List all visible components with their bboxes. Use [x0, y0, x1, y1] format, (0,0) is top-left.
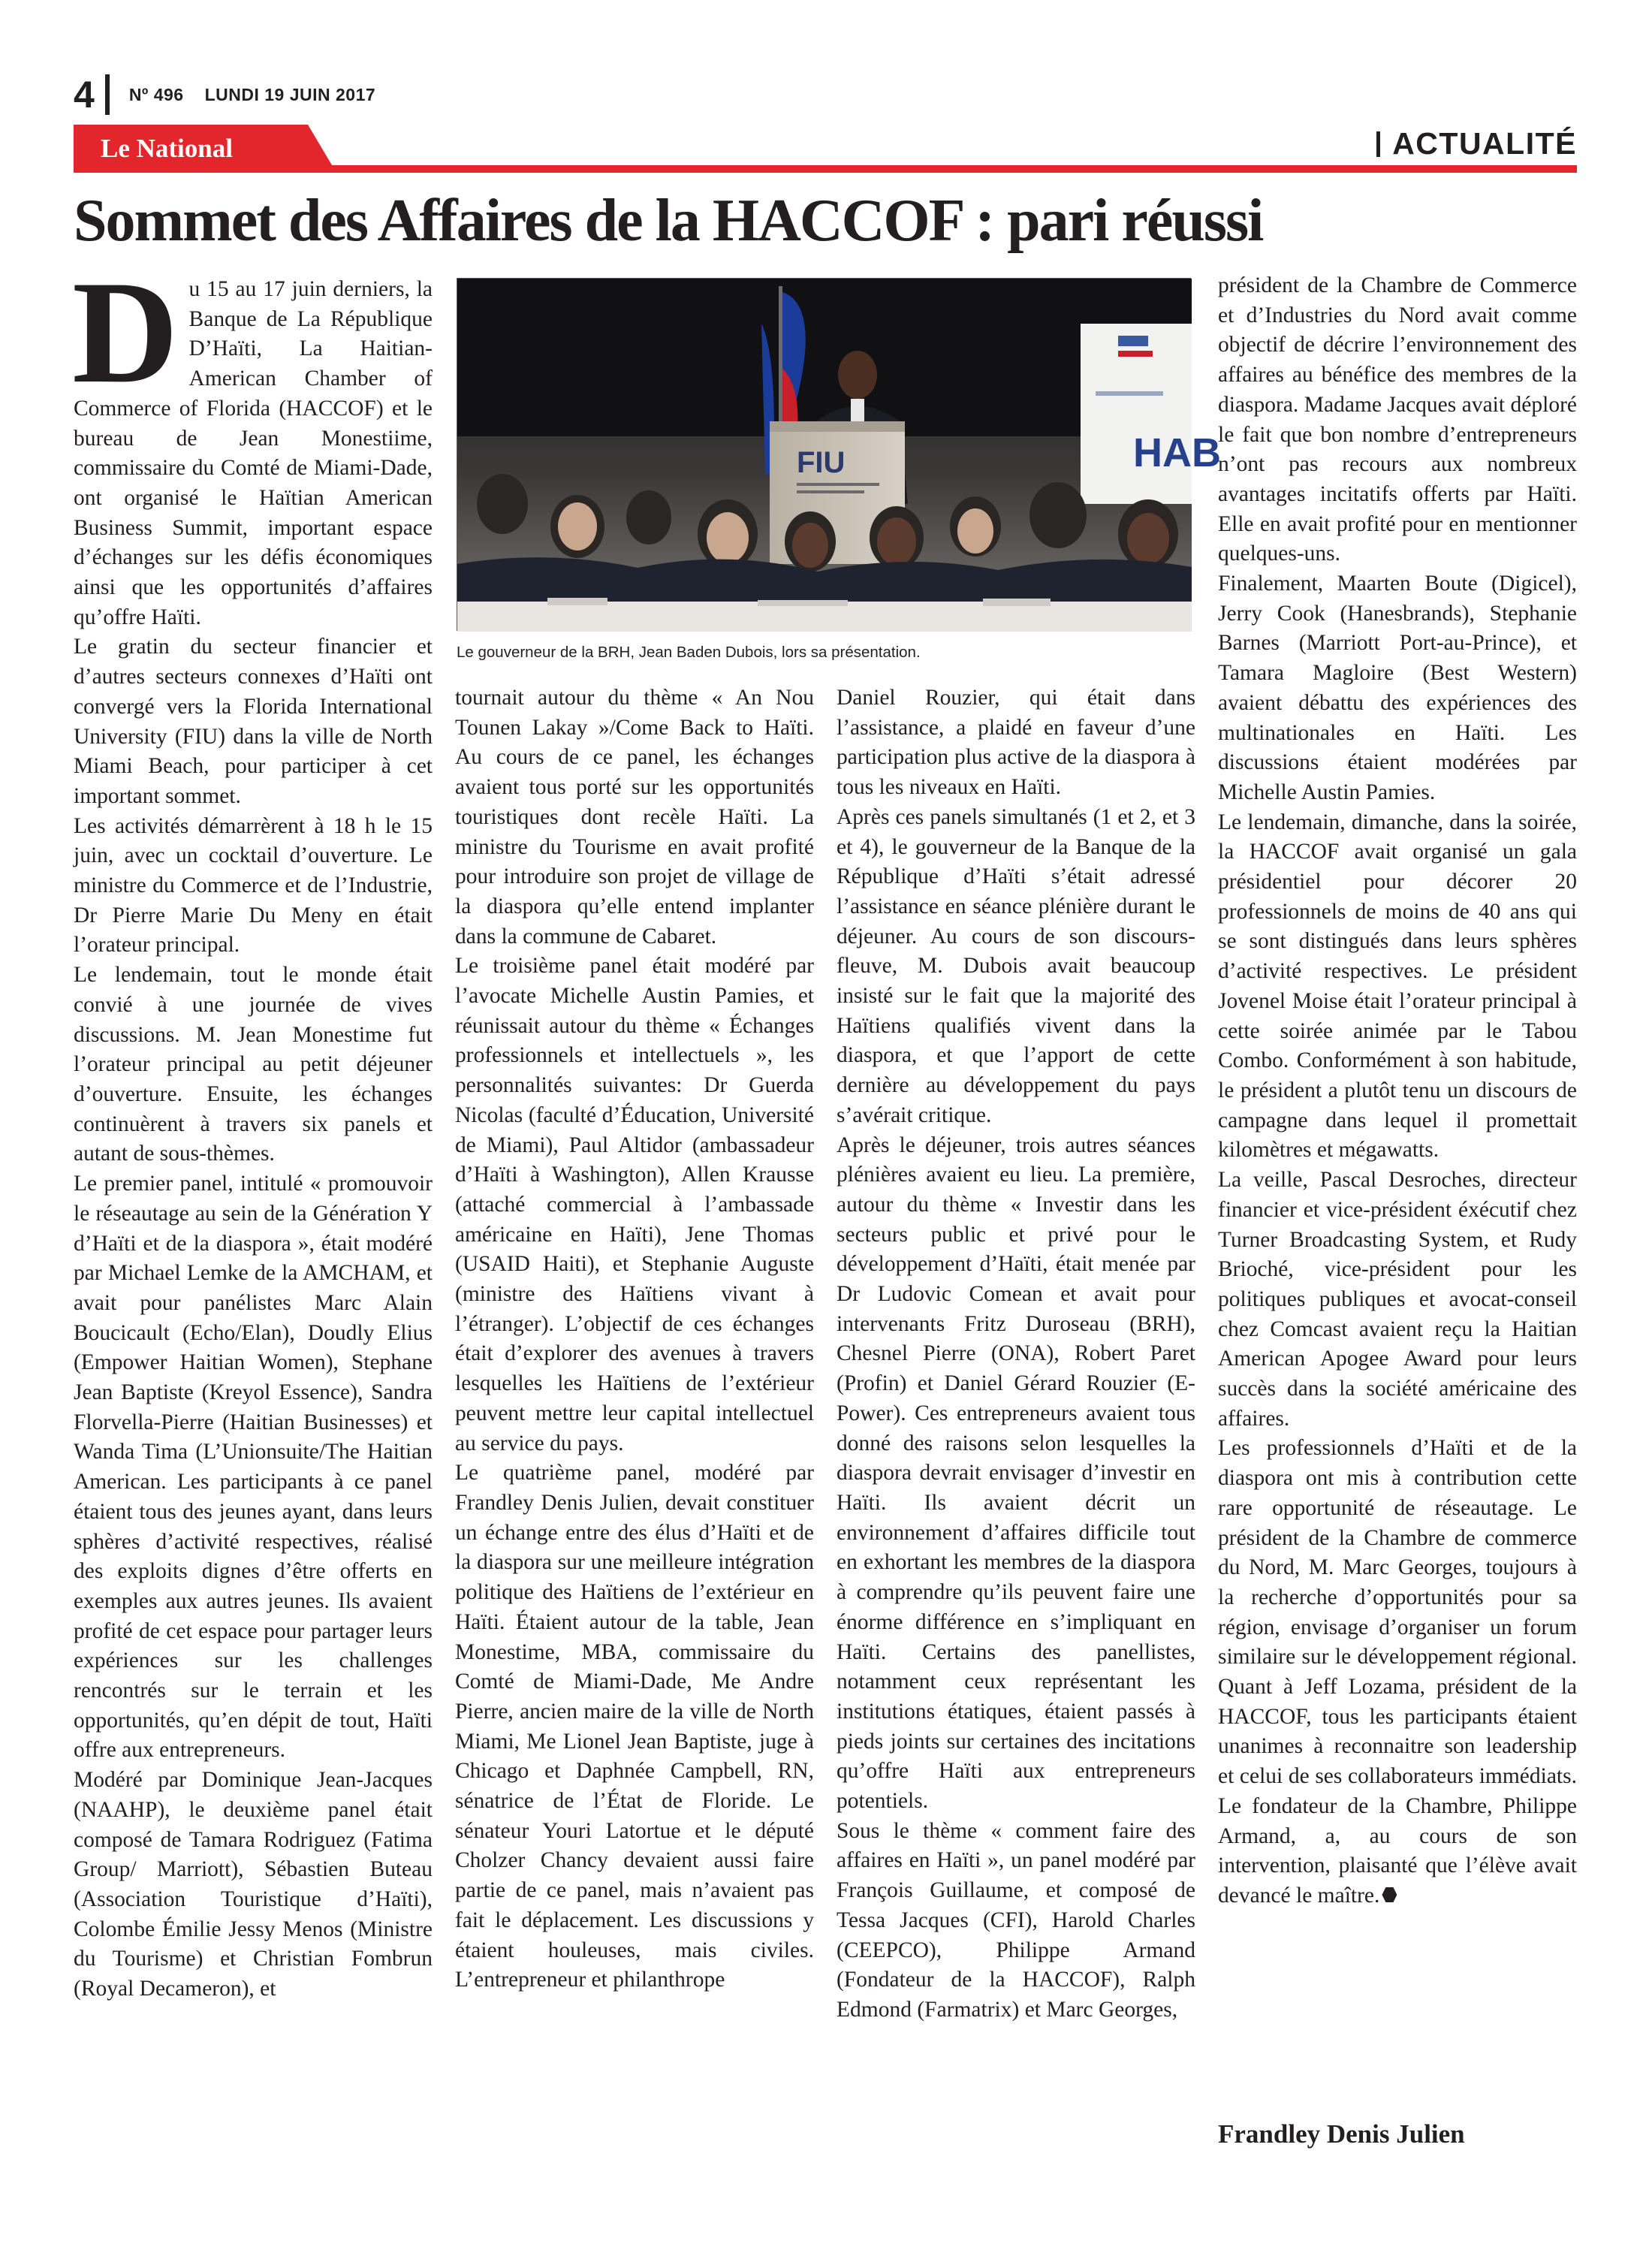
- paragraph: Les activités démarrèrent à 18 h le 15 juin, avec un cocktail d’ouverture. Le ministre du Commerce et de l’Industrie, Dr Pierre Marie Du Meny en était l’orateur principal.: [74, 813, 433, 958]
- article-column-1: [72, 251, 433, 2004]
- byline: Frandley Denis Julien: [1218, 2119, 1465, 2149]
- paragraph: Après ces panels simultanés (1 et 2, et 3 et 4), le gouverneur de la Banque de la République d’Haïti s’était adressé l’assistance en séance plénière durant le déjeuner. Au cours de son discours-fleuve, M. Dubois avait beaucoup insisté sur le fait que la majorité des Haïtiens qualifiés vivent dans la diaspora, et que l’apport de cette dernière au développement du pays s’avérait critique.: [837, 804, 1195, 1127]
- article-column-4: [1218, 271, 1577, 1911]
- paragraph: Après le déjeuner, trois autres séances plénières avaient eu lieu. La première, autour du thème « Investir dans les secteurs public et privé pour le développement d’Haïti, était menée par Dr Ludovic Comean et avait pour intervenants Fritz Duroseau (BRH), Chesnel Pierre (ONA), Robert Paret (Profin) et Daniel Gérard Rouzier (E-Power). Ces entrepreneurs avaient tous donné des raisons selon lesquelles la diaspora devrait envisager d’investir en Haïti. Ils avaient décrit un environnement d’affaires difficile tout en exhortant les membres de la diaspora à comprendre qu’ils peuvent faire une énorme différence en s’impliquant en Haïti. Certains des panellistes, notamment ceux représentant les institutions étatiques, étaient passés à pieds joints sur certaines des incitations qu’offre Haïti aux entrepreneurs potentiels.: [837, 1133, 1195, 1814]
- section-rule: [74, 165, 1577, 173]
- headline: Sommet des Affaires de la HACCOF : pari réussi: [74, 188, 1263, 254]
- issue-info: [129, 85, 375, 105]
- dropcap: D: [72, 251, 179, 414]
- paragraph: président de la Chambre de Commerce et d’Industries du Nord avait comme objectif de décrire l’environnement des affaires au bénéfice des membres de la diaspora. Madame Jacques avait déploré le fait que bon nombre d’entrepreneurs n’ont pas recours aux nombreux avantages incitatifs offerts par Haïti. Elle en avait profité pour en mentionner quelques-uns.: [1218, 273, 1577, 566]
- final-paragraph-text: Les professionnels d’Haïti et de la diaspora ont mis à contribution cette rare opportunité de réseautage. Le président de la Chambre de commerce du Nord, M. Marc Georges, toujours à la recherche d’opportunités pour sa région, envisage d’organiser un forum similaire sur le développement régional. Quant à Jeff Lozama, président de la HACCOF, tous les participants étaient unanimes à reconnaitre son leadership et celui de ses collaborateurs immédiats. Le fondateur de la Chambre, Philippe Armand, a, au cours de son intervention, plaisanté que l’élève avait devancé le maître.: [1218, 1436, 1577, 1908]
- paragraph: La veille, Pascal Desroches, directeur financier et vice-président éxécutif chez Turner Broadcasting System, et Rudy Brioché, vice-président pour les politiques publiques et avocat-conseil chez Comcast avaient reçu la Haitian American Apogee Award pour leurs succès dans la société américaine des affaires.: [1218, 1168, 1577, 1431]
- issue-number: Nº 496: [128, 84, 184, 104]
- paragraph: Le lendemain, tout le monde était convié à une journée de vives discussions. M. Jean Monestime fut l’orateur principal au petit déjeuner d’ouverture. Ensuite, les échanges continuèrent à travers six panels et autant de sous-thèmes.: [74, 963, 433, 1166]
- paragraph: Le premier panel, intitulé « promouvoir le réseautage au sein de la Génération Y d’Haïti et de la diaspora », était modéré par Michael Lemke de la AMCHAM, et avait pour panélistes Marc Alain Boucicault (Echo/Elan), Doudly Elius (Empower Haitian Women), Stephane Jean Baptiste (Kreyol Essence), Sandra Florvella-Pierre (Haitian Businesses) et Wanda Tima (L’Unionsuite/The Haitian American. Les participants à ce panel étaient tous des jeunes ayant, dans leurs sphères d’activité respectives, réalisé des exploits dignes d’être offerts en exemples aux autres jeunes. Ils avaient profité de cet espace pour partager leurs expériences sur les challenges rencontrés sur le terrain et les opportunités, qu’en dépit de tout, Haïti offre aux entrepreneurs.: [74, 1172, 433, 1763]
- section-header: [74, 125, 1577, 173]
- paragraph: tournait autour du thème « An Nou Tounen Lakay »/Come Back to Haïti. Au cours de ce panel, les échanges avaient tous porté sur les opportunités touristiques dont recèle Haïti. La ministre du Tourisme en avait profité pour introduire son projet de village de la diaspora qu’elle entend implanter dans la commune de Cabaret.: [455, 686, 814, 949]
- podium-label: FIU: [797, 446, 846, 479]
- paragraph: [1218, 1434, 1577, 1911]
- folio-divider: [105, 74, 110, 115]
- photo-caption: Le gouverneur de la BRH, Jean Baden Dubois, lors sa présentation.: [457, 644, 921, 661]
- folio: [74, 72, 375, 117]
- section-label-bar: [1376, 131, 1380, 157]
- section-label-text: ACTUALITÉ: [1392, 126, 1577, 161]
- paragraph: Le gratin du secteur financier et d’autres secteurs connexes d’Haïti ont convergé vers la Florida International University (FIU) dans la ville de North Miami Beach, pour participer à cet important sommet.: [74, 635, 433, 808]
- paragraph: Le lendemain, dimanche, dans la soirée, la HACCOF avait organisé un gala présidentiel pour décorer 20 professionnels de moins de 40 ans qui se sont distingués dans leurs sphères d’activité respectives. Le président Jovenel Moise était l’orateur principal à cette soirée animée par le Tabou Combo. Conformément à son habitude, le président a plutôt tenu un discours de campagne dans lequel il promettait kilomètres et mégawatts.: [1218, 810, 1577, 1163]
- paragraph: Modéré par Dominique Jean-Jacques (NAAHP), le deuxième panel était composé de Tamara Rodriguez (Fatima Group/ Marriott), Sébastien Buteau (Association Touristique d’Haïti), Colombe Émilie Jessy Menos (Ministre du Tourisme) et Christian Fombrun (Royal Decameron), et: [74, 1768, 433, 2001]
- paragraph: Finalement, Maarten Boute (Digicel), Jerry Cook (Hanesbrands), Stephanie Barnes (Marriott Port-au-Prince), et Tamara Magloire (Best Western) avaient débattu des expériences des multinationales en Haïti. Les discussions étaient modérées par Michelle Austin Pamies.: [1218, 572, 1577, 804]
- paragraph: Sous le thème « comment faire des affaires en Haïti », un panel modéré par François Guillaume, et composé de Tessa Jacques (CFI), Harold Charles (CEEPCO), Philippe Armand (Fondateur de la HACCOF), Ralph Edmond (Farmatrix) et Marc Georges,: [837, 1818, 1195, 2022]
- paragraph: Le troisième panel était modéré par l’avocate Michelle Austin Pamies, et réunissait autour du thème « Échanges professionnels et intellectuels », les personnalités suivantes: Dr Guerda Nicolas (faculté d’Éducation, Université de Miami), Paul Altidor (ambassadeur d’Haïti à Washington), Allen Krausse (attaché commercial à l’ambassade américaine en Haïti), Jene Thomas (USAID Haiti), et Stephanie Auguste (ministre des Haïtiens vivant à l’étranger). L’objectif de ces échanges était d’explorer des avenues à travers lesquelles les Haïtiens de l’extérieur peuvent mettre leur capital intellectuel au service du pays.: [455, 954, 814, 1455]
- article-column-2: [455, 683, 814, 1995]
- page-number: 4: [74, 74, 95, 116]
- paragraph: Daniel Rouzier, qui était dans l’assistance, a plaidé en faveur d’une participation plus active de la diaspora à tous les niveaux en Haïti.: [837, 686, 1195, 800]
- newspaper-brand: Le National: [101, 134, 233, 163]
- issue-date: LUNDI 19 JUIN 2017: [204, 84, 376, 104]
- article-photo: [457, 278, 1221, 631]
- article-column-3: [837, 683, 1195, 2025]
- paragraph: Du 15 au 17 juin derniers, la Banque de La République D’Haïti, La Haitian-American Chamber of Commerce of Florida (HACCOF) et le bureau de Jean Monestiime, commissaire du Comté de Miami-Dade, ont organisé le Haïtian American Business Summit, important espace d’échanges sur les défis économiques ainsi que les opportunités d’affaires qu’offre Haïti.: [72, 251, 433, 629]
- paragraph: Le quatrième panel, modéré par Frandley Denis Julien, devait constituer un échange entre des élus d’Haïti et de la diaspora sur une meilleure intégration politique des Haïtiens de l’extérieur en Haïti. Étaient autour de la table, Jean Monestime, MBA, commissaire du Comté de Miami-Dade, Me Andre Pierre, ancien maire de la ville de North Miami, Me Lionel Jean Baptiste, juge à Chicago et Daphnée Campbell, RN, sénatrice de l’État de Floride. Le sénateur Youri Latortue et le député Cholzer Chancy devaient aussi faire partie de ce panel, mais n’avaient pas fait le déplacement. Les discussions y étaient houleuses, mais civiles. L’entrepreneur et philanthrope: [455, 1461, 814, 1992]
- section-label: [1376, 125, 1577, 165]
- end-mark-icon: [1382, 1887, 1397, 1902]
- banner-text: HAB: [1133, 430, 1221, 475]
